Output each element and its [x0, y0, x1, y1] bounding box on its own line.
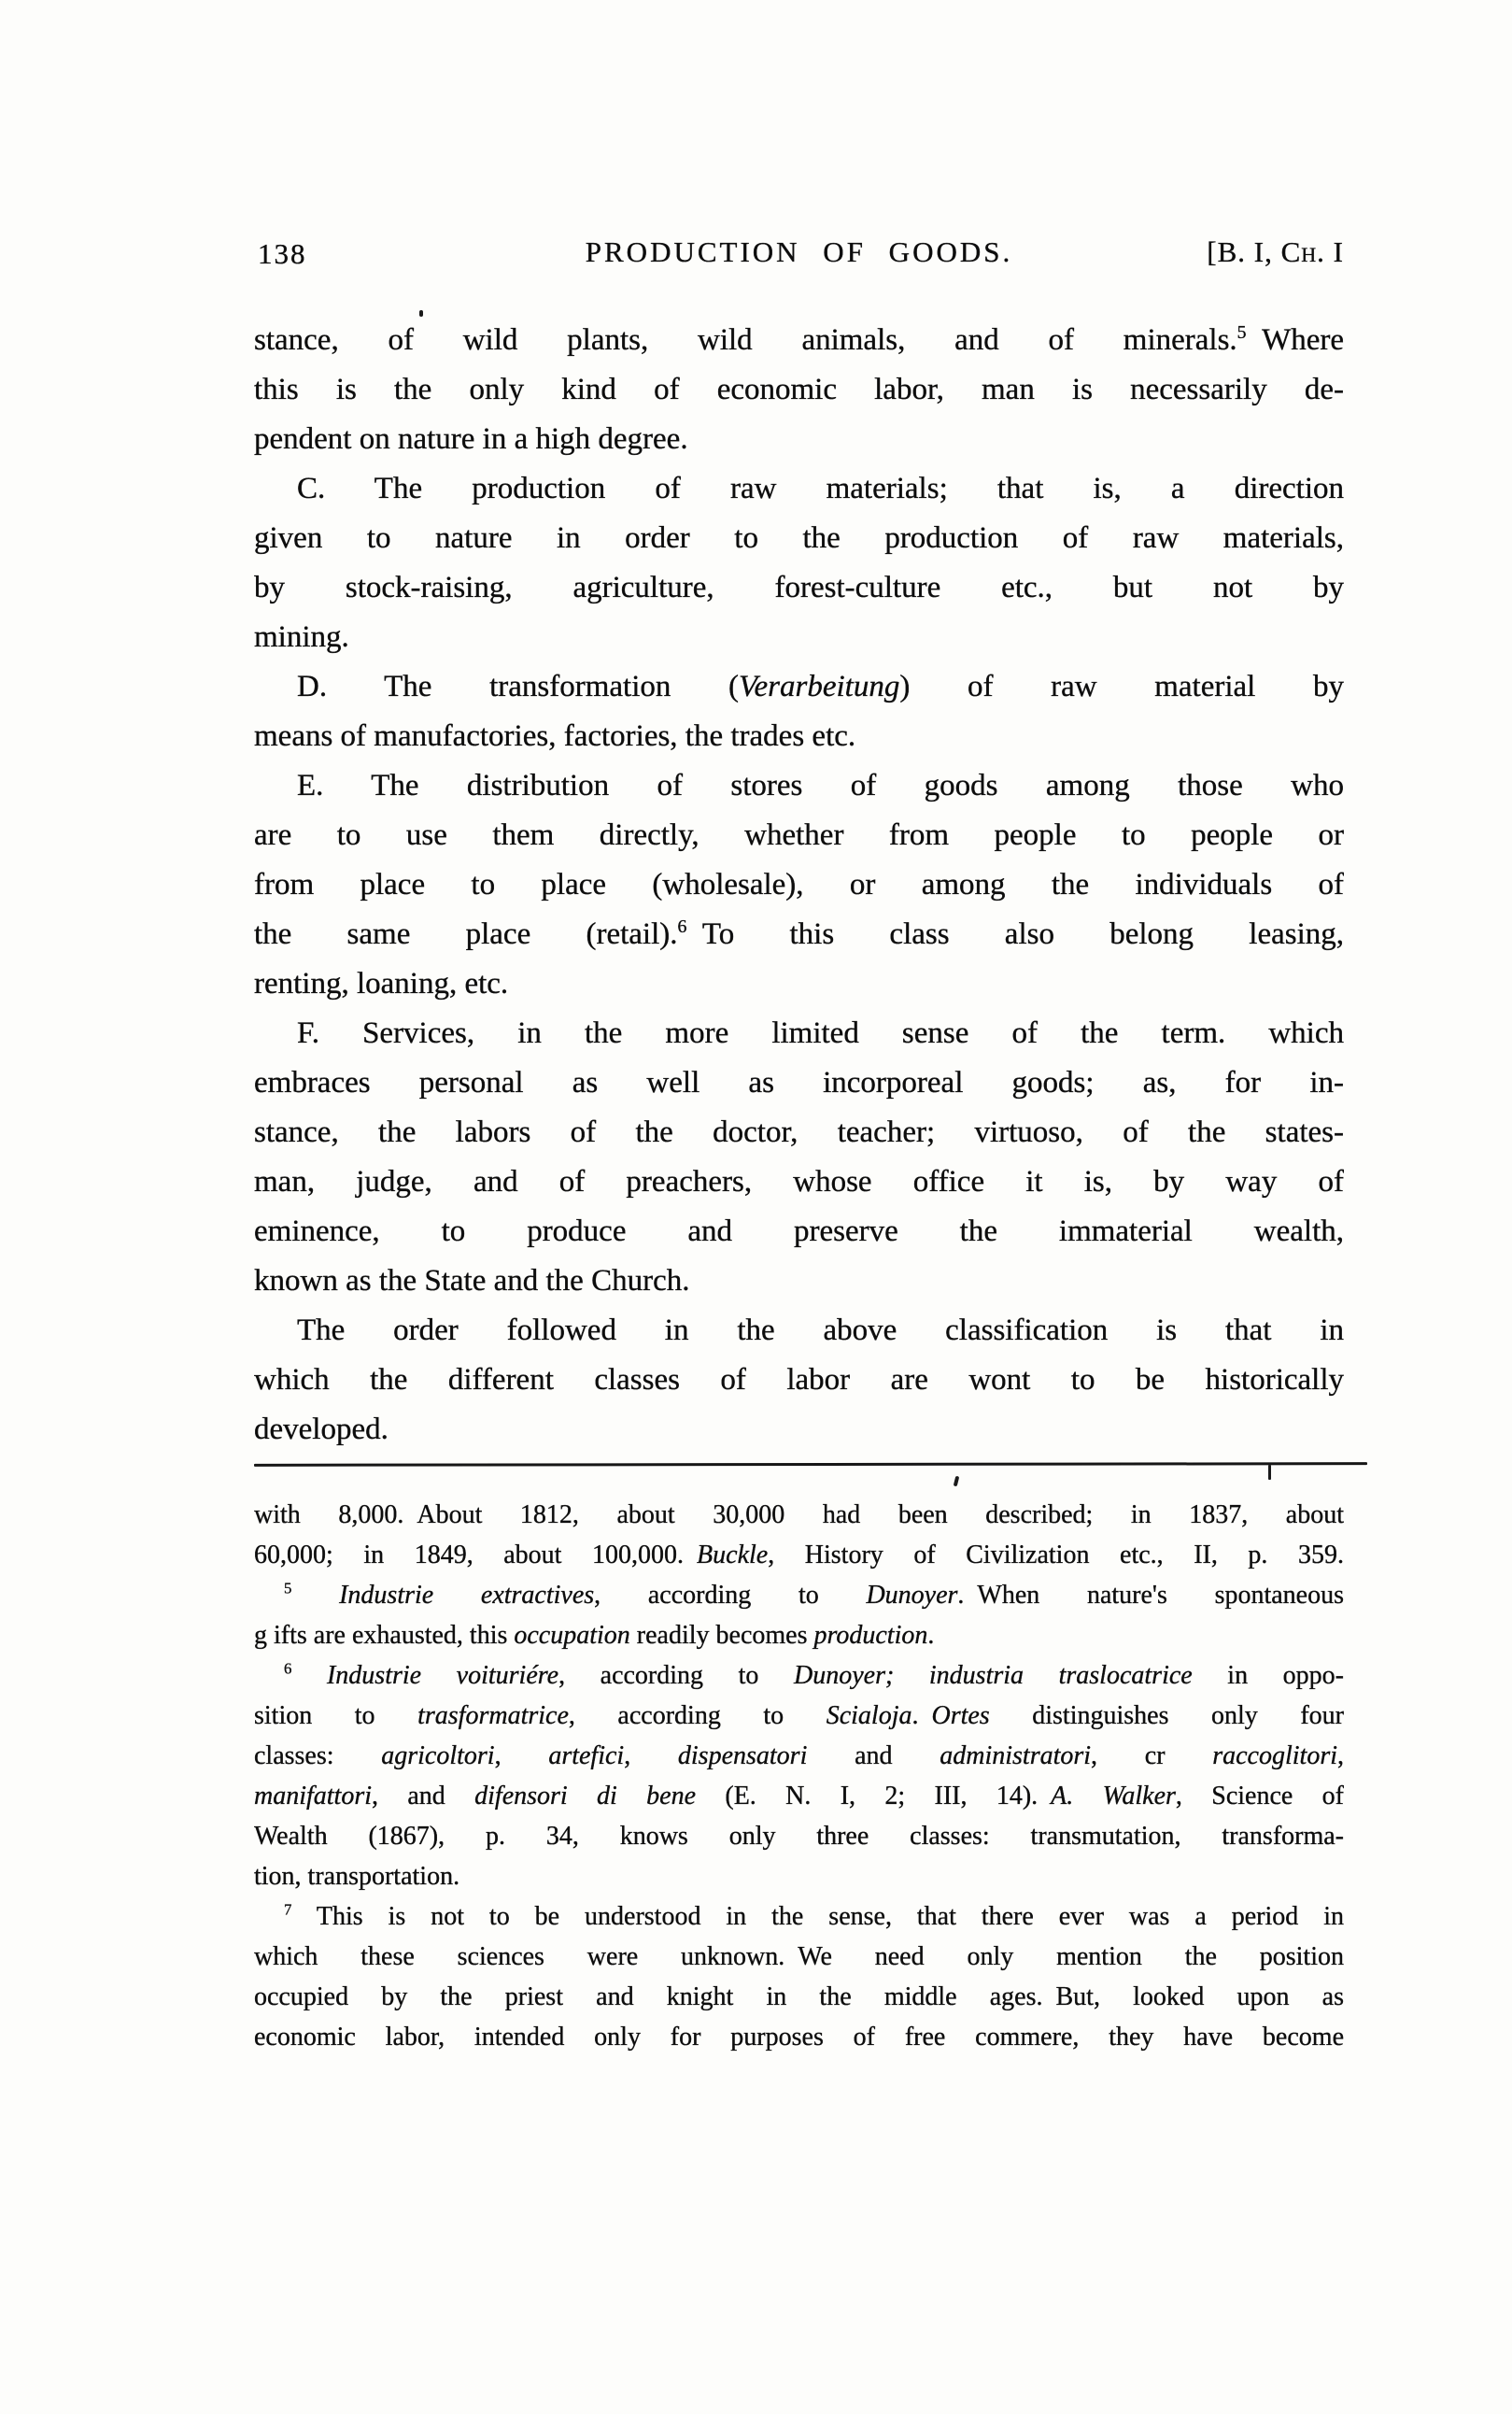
footnote-6 — [254, 1655, 1344, 1896]
text-line: the same place (retail).$^6$ To this class also belong leasing, — [254, 916, 1344, 951]
text-line: stance, the labors of the doctor, teacher; virtuoso, of the states- — [254, 1115, 1344, 1149]
text-line: E. The distribution of stores of goods among those who — [297, 769, 1344, 802]
footnote-separator — [254, 1462, 1367, 1467]
paragraph-order — [254, 1306, 1344, 1455]
text-line: which the different classes of labor are wont to be historically — [254, 1363, 1344, 1397]
text-line: The order followed in the above classification is that in — [297, 1314, 1344, 1347]
text-line: are to use them directly, whether from people to people or — [254, 818, 1344, 852]
text-line: means of manufactories, factories, the trades etc. — [254, 719, 856, 753]
text-line: F. Services, in the more limited sense of the term. which — [297, 1016, 1344, 1050]
text-line: $^7$ This is not to be understood in the sense, that there ever was a period in — [284, 1900, 1344, 1931]
text-line: economic labor, intended only for purposes of free commere, they have become — [254, 2023, 1344, 2052]
text-line: occupied by the priest and knight in the middle ages. But, looked upon as — [254, 1982, 1344, 2011]
footnotes — [254, 1495, 1344, 2057]
running-title: PRODUCTION OF GOODS. — [585, 235, 1013, 268]
text-line: with 8,000. About 1812, about 30,000 had been described; in 1837, about — [254, 1500, 1344, 1529]
page-number: 138 — [258, 237, 307, 270]
text-line: man, judge, and of preachers, whose office it is, by way of — [254, 1165, 1344, 1199]
text-line: this is the only kind of economic labor, man is necessarily de- — [254, 373, 1344, 406]
text-line: C. The production of raw materials; that is, a direction — [297, 472, 1344, 505]
text-line: tion, transportation. — [254, 1862, 460, 1891]
text-line: pendent on nature in a high degree. — [254, 422, 688, 456]
chapter-reference: [B. I, Ch. I — [1207, 235, 1344, 268]
text-line: $^5$ Industrie extractives, according to Dunoyer. When nature's spontaneous — [284, 1579, 1344, 1610]
paragraph-f — [254, 1009, 1344, 1306]
text-line: known as the State and the Church. — [254, 1264, 690, 1298]
text-line: 60,000; in 1849, about 100,000. Buckle, History of Civilization etc., II, p. 359. — [254, 1541, 1344, 1569]
text-line: g ifts are exhausted, this occupation readily becomes production. — [254, 1621, 935, 1650]
text-line: eminence, to produce and preserve the immaterial wealth, — [254, 1214, 1344, 1248]
ink-speck — [1268, 1465, 1271, 1480]
body-text — [254, 316, 1344, 1455]
text-line: manifattori, and difensori di bene (E. N. I, 2; III, 14). A. Walker, Science of — [254, 1782, 1344, 1810]
text-line: $^6$ Industrie voituriére, according to Dunoyer; industria traslocatrice in oppo- — [284, 1659, 1344, 1690]
text-line: renting, loaning, etc. — [254, 967, 509, 1001]
text-line: Wealth (1867), p. 34, knows only three classes: transmutation, transforma- — [254, 1822, 1344, 1851]
text-line: classes: agricoltori, artefici, dispensatori and administratori, cr raccoglitori, — [254, 1741, 1344, 1770]
text-line: sition to trasformatrice, according to Scialoja. Ortes distinguishes only four — [254, 1701, 1344, 1730]
text-line: stance, of wild plants, wild animals, and of minerals.$^5$ Where — [254, 322, 1344, 357]
paragraph-d — [254, 662, 1344, 761]
ink-speck — [954, 1476, 960, 1487]
footnote-7 — [254, 1896, 1344, 2057]
text-line: from place to place (wholesale), or among the individuals of — [254, 868, 1344, 902]
text-line: mining. — [254, 620, 349, 654]
text-line: D. The transformation (Verarbeitung) of raw material by — [297, 670, 1344, 703]
paragraph-continuation — [254, 316, 1344, 464]
footnote-continuation — [254, 1495, 1344, 1575]
text-line: embraces personal as well as incorporeal goods; as, for in- — [254, 1066, 1344, 1100]
text-line: given to nature in order to the production of raw materials, — [254, 521, 1344, 555]
text-line: developed. — [254, 1413, 389, 1446]
ink-speck — [419, 310, 423, 317]
page-header — [254, 235, 1344, 285]
text-line: which these sciences were unknown. We need only mention the position — [254, 1942, 1344, 1971]
text-line: by stock-raising, agriculture, forest-culture etc., but not by — [254, 571, 1344, 604]
paragraph-e — [254, 761, 1344, 1009]
paragraph-c — [254, 464, 1344, 662]
footnote-5 — [254, 1575, 1344, 1655]
